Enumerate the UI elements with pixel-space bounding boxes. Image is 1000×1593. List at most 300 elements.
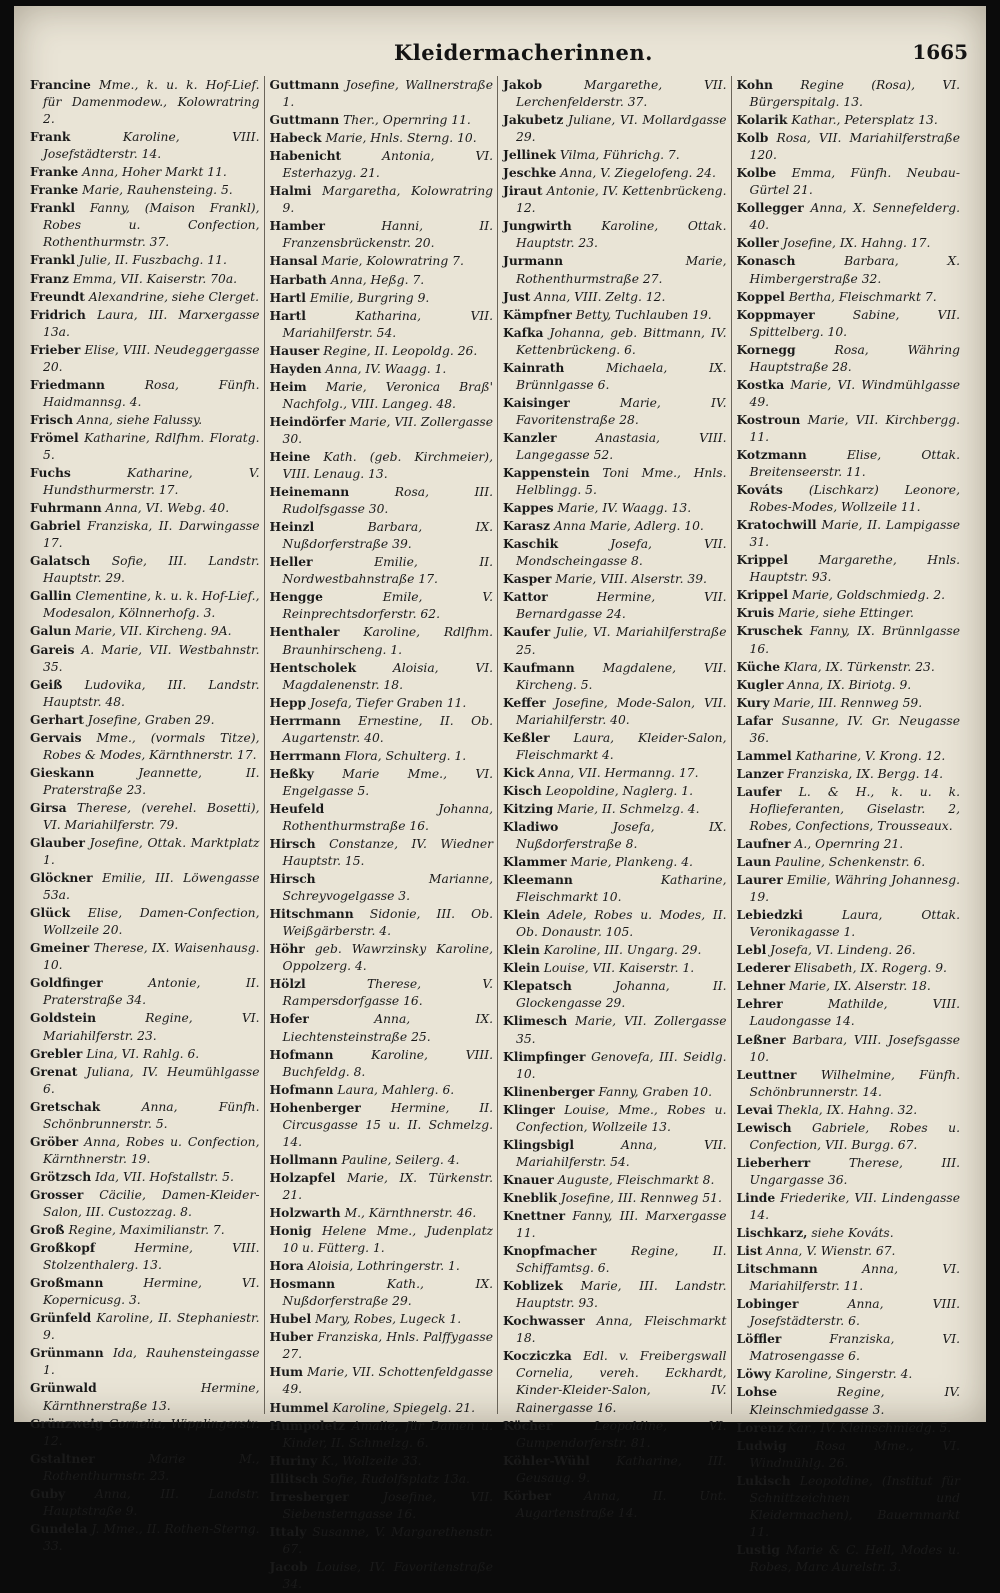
- entry-detail: Marie, VII. Zollergasse 30.: [282, 414, 493, 446]
- directory-entry: [503, 359, 727, 394]
- entry-name: Huber: [269, 1329, 313, 1345]
- entry-name: Lebiedzki: [736, 907, 803, 923]
- directory-entry: [503, 1312, 727, 1347]
- entry-detail: Rosa Mme., VI. Windmühlg. 26.: [749, 1438, 960, 1470]
- entry-name: Hepp: [269, 694, 307, 710]
- entry-name: Gundela: [30, 1520, 88, 1536]
- entry-name: Glück: [30, 905, 71, 921]
- entry-detail: Elise, VIII. Neudeggergasse 20.: [43, 342, 260, 374]
- entry-detail: Vilma, Führichg. 7.: [559, 148, 680, 163]
- entry-detail: Jeannette, II. Praterstraße 23.: [43, 765, 260, 797]
- entry-detail: Anna, siehe Falussy.: [76, 412, 203, 427]
- entry-name: Keßler: [503, 729, 550, 745]
- directory-entry: [503, 570, 727, 588]
- entry-detail: Flora, Schulterg. 1.: [344, 748, 467, 763]
- entry-detail: Ida, VII. Hofstallstr. 5.: [95, 1169, 234, 1184]
- directory-entry: [270, 588, 494, 623]
- entry-detail: Johanna, II. Glockengasse 29.: [516, 979, 727, 1011]
- entry-name: Frieber: [30, 341, 81, 357]
- entry-detail: Elise, Damen-Confection, Wollzeile 20.: [43, 906, 260, 938]
- entry-detail: Fanny, Graben 10.: [598, 1084, 713, 1099]
- entry-name: Klinger: [503, 1101, 555, 1117]
- directory-entry: [737, 1383, 961, 1418]
- entry-name: Krippel: [736, 587, 789, 603]
- entry-detail: Margarethe, VII. Lerchenfelderstr. 37.: [516, 78, 727, 110]
- entry-name: Lukisch: [736, 1472, 791, 1488]
- entry-name: Gerhart: [30, 711, 84, 727]
- directory-entry: [270, 1046, 494, 1081]
- entry-detail: Laura, Ottak. Veronikagasse 1.: [749, 908, 960, 940]
- directory-entry: [270, 1470, 494, 1488]
- directory-entry: [270, 694, 494, 712]
- directory-entry: [737, 622, 961, 657]
- directory-entry: [270, 712, 494, 747]
- entry-name: Goldfinger: [30, 975, 103, 991]
- entry-name: Hartl: [269, 307, 306, 323]
- directory-columns: [30, 76, 964, 1591]
- directory-entry: [737, 341, 961, 376]
- directory-entry: [503, 464, 727, 499]
- directory-entry: [270, 360, 494, 378]
- directory-entry: [503, 1136, 727, 1171]
- entry-detail: Gabriele, Robes u. Confection, VII. Burgg. 67.: [749, 1120, 960, 1152]
- directory-entry: [503, 729, 727, 764]
- entry-detail: Anna, Fleischmarkt 18.: [516, 1314, 727, 1346]
- entry-detail: Therese, (verehel. Bosetti), VI. Mariahilferstr. 79.: [43, 800, 260, 832]
- directory-entry: [503, 871, 727, 906]
- entry-name: Kaufer: [503, 624, 551, 640]
- section-title: Kleidermacherinnen.: [394, 40, 653, 65]
- entry-detail: Alexandrine, siehe Clerget.: [88, 289, 260, 304]
- directory-entry: [30, 163, 260, 181]
- entry-name: Geiß: [30, 676, 63, 692]
- entry-name: Hubel: [269, 1311, 312, 1327]
- entry-name: Groß: [30, 1222, 65, 1238]
- entry-detail: Emilie, III. Löwengasse 53a.: [43, 871, 260, 903]
- entry-detail: Pauline, Schenkenstr. 6.: [774, 855, 926, 870]
- directory-entry: [503, 1347, 727, 1416]
- entry-name: Jiraut: [503, 183, 543, 199]
- entry-name: Kratochwill: [736, 517, 817, 533]
- entry-detail: Marie, siehe Ettinger.: [778, 606, 914, 621]
- entry-detail: Kathar., Petersplatz 13.: [791, 113, 938, 128]
- directory-entry: [270, 518, 494, 553]
- entry-detail: Aloisia, VI. Magdalenenstr. 18.: [282, 660, 493, 692]
- entry-name: Kappes: [503, 500, 554, 516]
- entry-name: Franz: [30, 270, 69, 286]
- entry-name: Klimesch: [503, 1013, 568, 1029]
- entry-name: Jellinek: [503, 147, 556, 163]
- directory-entry: [30, 1450, 260, 1485]
- directory-entry: [503, 764, 727, 782]
- entry-detail: Fanny, (Maison Frankl), Robes u. Confection, Rothenthurmstr. 37.: [43, 201, 260, 250]
- entry-detail: Sofie, III. Landstr. Hauptstr. 29.: [43, 554, 260, 586]
- entry-name: Kolarik: [736, 112, 788, 128]
- directory-entry: [30, 869, 260, 904]
- entry-detail: Josefine, III. Rennweg 51.: [560, 1190, 722, 1205]
- entry-name: Lehner: [736, 978, 786, 994]
- directory-entry: [30, 128, 260, 163]
- entry-name: Hirsch: [269, 836, 316, 852]
- entry-name: Hentscholek: [269, 659, 357, 675]
- entry-name: Kitzing: [503, 800, 554, 816]
- entry-name: Karasz: [503, 518, 551, 534]
- entry-name: Lorenz: [736, 1419, 784, 1435]
- directory-entry: [737, 959, 961, 977]
- directory-entry: [270, 307, 494, 342]
- directory-entry: [30, 199, 260, 251]
- entry-name: Kostroun: [736, 411, 801, 427]
- entry-detail: Mme., (vormals Titze), Robes & Modes, Kärnthnerstr. 17.: [43, 730, 260, 762]
- entry-detail: Josefa, VI. Lindeng. 26.: [770, 943, 916, 958]
- entry-detail: Kath., IX. Nußdorferstraße 29.: [282, 1277, 493, 1309]
- entry-detail: Mathilde, VIII. Laudongasse 14.: [749, 997, 960, 1029]
- entry-detail: Josefa, VII. Mondscheingasse 8.: [516, 537, 727, 569]
- directory-entry: [270, 147, 494, 182]
- entry-name: Holzapfel: [269, 1169, 336, 1185]
- entry-name: Kafka: [503, 324, 544, 340]
- entry-name: Franke: [30, 182, 79, 198]
- directory-entry: [737, 712, 961, 747]
- entry-detail: Sofie, Rudolfsplatz 13a.: [322, 1471, 470, 1486]
- entry-detail: Mme., k. u. k. Hof-Lief. für Damenmodew., Kolowratring 2.: [43, 78, 260, 127]
- directory-entry: [270, 553, 494, 588]
- entry-name: Frisch: [30, 411, 74, 427]
- entry-detail: Josefa, IX. Nußdorferstraße 8.: [516, 819, 727, 852]
- entry-name: Kolbe: [736, 165, 777, 181]
- directory-entry: [30, 429, 260, 464]
- entry-name: Klimpfinger: [503, 1048, 586, 1064]
- entry-detail: Hermine, VII. Bernardgasse 24.: [516, 590, 727, 622]
- directory-entry: [503, 394, 727, 429]
- directory-page: [14, 6, 986, 1591]
- directory-entry: [503, 146, 727, 164]
- entry-detail: Regine, IV. Kleinschmiedgasse 3.: [749, 1385, 960, 1417]
- directory-entry: [503, 588, 727, 623]
- entry-name: Gabriel: [30, 518, 81, 534]
- entry-name: Gieskann: [30, 764, 95, 780]
- entry-name: Kasper: [503, 571, 552, 587]
- entry-name: Kornegg: [736, 341, 796, 357]
- entry-name: Gervais: [30, 729, 82, 745]
- entry-name: Lobinger: [736, 1296, 799, 1312]
- directory-entry: [737, 1437, 961, 1472]
- directory-entry: [503, 906, 727, 941]
- entry-detail: Regine, II. Leopoldg. 26.: [323, 343, 478, 358]
- entry-detail: siehe Kováts.: [811, 1226, 894, 1241]
- entry-name: Grebler: [30, 1045, 83, 1061]
- directory-entry: [737, 516, 961, 551]
- entry-detail: Karoline, III. Ungarg. 29.: [543, 943, 702, 958]
- directory-entry: [737, 1260, 961, 1295]
- entry-name: Klein: [503, 960, 540, 976]
- entry-detail: Karoline, Singerstr. 4.: [775, 1367, 913, 1382]
- entry-name: Lustig: [736, 1541, 780, 1557]
- entry-detail: Leopoldine, (Institut für Schnittzeichnen und Kleidermachen), Bauernmarkt 11.: [749, 1473, 960, 1539]
- entry-detail: Anna, V. Ziegelofeng. 24.: [560, 166, 716, 181]
- directory-entry: [270, 217, 494, 252]
- directory-entry: [30, 76, 260, 128]
- entry-detail: Magdalene, VII. Kircheng. 5.: [516, 660, 727, 692]
- entry-detail: Marie, II. Schmelzg. 4.: [557, 801, 700, 816]
- entry-name: Jacob: [269, 1558, 308, 1574]
- directory-entry: [30, 464, 260, 499]
- directory-entry: [270, 129, 494, 147]
- entry-detail: Ludovika, III. Landstr. Hauptstr. 48.: [43, 677, 260, 709]
- entry-detail: Louise, Mme., Robes u. Confection, Wollzeile 13.: [516, 1102, 727, 1134]
- entry-detail: Elise, Ottak. Breitenseerstr. 11.: [749, 447, 960, 480]
- directory-entry: [737, 765, 961, 783]
- entry-name: Gröber: [30, 1133, 79, 1149]
- directory-entry: [270, 448, 494, 483]
- directory-entry: [737, 199, 961, 234]
- entry-name: Lederer: [736, 960, 791, 976]
- directory-entry: [270, 659, 494, 694]
- directory-entry: [30, 729, 260, 764]
- entry-name: Laurer: [736, 872, 783, 888]
- entry-detail: Julie, VI. Mariahilferstraße 25.: [516, 625, 727, 657]
- directory-entry: [503, 1452, 727, 1487]
- entry-name: Koller: [736, 235, 779, 251]
- entry-name: Gallin: [30, 588, 72, 604]
- entry-name: Heinzl: [269, 519, 315, 535]
- entry-name: Goldstein: [30, 1010, 97, 1026]
- directory-entry: [503, 429, 727, 464]
- entry-detail: Marie, II. Lampigasse 31.: [749, 518, 960, 550]
- directory-entry: [503, 694, 727, 729]
- entry-detail: Karoline, Rdlfhm. Braunhirscheng. 1.: [282, 625, 493, 657]
- entry-name: Gmeiner: [30, 940, 90, 956]
- entry-detail: Josefine, Ottak. Marktplatz 1.: [43, 836, 260, 868]
- directory-entry: [503, 1242, 727, 1277]
- entry-name: Girsa: [30, 799, 67, 815]
- directory-entry: [737, 1189, 961, 1224]
- entry-detail: Johanna, Rothenthurmstraße 16.: [282, 801, 493, 833]
- entry-detail: Leopoldine, Naglerg. 1.: [545, 783, 693, 798]
- entry-detail: Katharine, V. Krong. 12.: [795, 748, 946, 763]
- entry-detail: Mary, Robes, Lugeck 1.: [315, 1312, 462, 1327]
- entry-name: Kaschik: [503, 536, 559, 552]
- entry-name: Großmann: [30, 1275, 104, 1291]
- entry-detail: Anna Marie, Adlerg. 10.: [553, 519, 704, 534]
- entry-name: Hofmann: [269, 1046, 334, 1062]
- entry-name: Kugler: [736, 676, 784, 692]
- directory-entry: [737, 1472, 961, 1541]
- directory-entry: [270, 623, 494, 658]
- directory-entry: [737, 871, 961, 906]
- entry-detail: Klara, IX. Türkenstr. 23.: [784, 659, 935, 674]
- entry-detail: Katharina, VII. Mariahilferstr. 54.: [282, 308, 493, 340]
- directory-entry: [270, 252, 494, 270]
- entry-name: Klepatsch: [503, 978, 572, 994]
- entry-name: Löwy: [736, 1366, 772, 1382]
- entry-detail: Anna, VI. Mariahilferstr. 11.: [749, 1262, 960, 1294]
- directory-entry: [503, 659, 727, 694]
- entry-detail: Emilie, Währing Johannesg. 19.: [749, 873, 960, 905]
- directory-entry: [270, 1488, 494, 1523]
- entry-detail: Marie, VII. Kircheng. 9A.: [74, 624, 232, 639]
- directory-entry: [503, 977, 727, 1012]
- entry-name: Galatsch: [30, 553, 91, 569]
- entry-detail: Marie, VII. Zollergasse 35.: [516, 1014, 727, 1046]
- directory-entry: [737, 1119, 961, 1154]
- entry-name: Habeck: [269, 130, 322, 146]
- entry-name: Jakubetz: [503, 112, 564, 128]
- entry-name: Hofer: [269, 1011, 309, 1027]
- entry-name: Kostka: [736, 376, 785, 392]
- directory-entry: [737, 694, 961, 712]
- entry-detail: Regine, VI. Mariahilferstr. 23.: [43, 1011, 260, 1043]
- entry-detail: Anna, VI. Webg. 40.: [105, 501, 230, 516]
- entry-detail: L. & H., k. u. k. Hoflieferanten, Giselastr. 2, Robes, Confections, Trousseaux.: [749, 784, 960, 833]
- entry-detail: Marie, VII. Schottenfeldgasse 49.: [282, 1365, 493, 1397]
- entry-name: Kocziczka: [503, 1348, 572, 1364]
- entry-name: Laun: [736, 854, 771, 870]
- entry-detail: Clementine, k. u. k. Hof-Lief., Modesalon, Kölnnerhofg. 3.: [43, 589, 260, 621]
- directory-entry: [503, 1277, 727, 1312]
- entry-detail: A. Marie, VII. Westbahnstr. 35.: [43, 642, 260, 674]
- entry-name: Litschmann: [736, 1261, 818, 1277]
- directory-entry: [30, 1379, 260, 1414]
- entry-detail: Cornelia, Wipplingerstr. 12.: [43, 1416, 260, 1448]
- entry-detail: Genovefa, III. Seidlg. 10.: [516, 1049, 727, 1081]
- entry-name: Heinemann: [269, 484, 350, 500]
- entry-detail: Josefine, VII. Siebensterngasse 16.: [282, 1489, 493, 1521]
- directory-entry: [737, 1101, 961, 1119]
- entry-name: Jakob: [503, 77, 543, 92]
- entry-detail: Emilie, II. Nordwestbahnstraße 17.: [282, 555, 493, 587]
- directory-entry: [503, 623, 727, 658]
- entry-detail: Regine, Maximilianstr. 7.: [68, 1223, 225, 1238]
- entry-detail: Juliane, VI. Mollardgasse 29.: [516, 113, 727, 145]
- entry-name: Lanzer: [736, 765, 784, 781]
- entry-name: Freundt: [30, 288, 85, 304]
- directory-entry: [737, 1154, 961, 1189]
- directory-entry: [737, 995, 961, 1030]
- directory-entry: [30, 1063, 260, 1098]
- entry-detail: Anna, IX. Biriotg. 9.: [787, 677, 912, 692]
- entry-detail: Karoline, II. Stephaniestr. 9.: [43, 1311, 260, 1343]
- entry-name: Guttmann: [269, 112, 340, 128]
- directory-entry: [270, 1363, 494, 1398]
- directory-entry: [30, 1415, 260, 1450]
- entry-detail: Helene Mme., Judenplatz 10 u. Fütterg. 1.: [282, 1224, 493, 1256]
- entry-detail: geb. Wawrzinsky Karoline, Oppolzerg. 4.: [282, 942, 493, 974]
- directory-entry: [737, 1242, 961, 1260]
- directory-entry: [503, 76, 727, 111]
- entry-detail: Therese, III. Ungargasse 36.: [749, 1155, 960, 1187]
- directory-entry: [503, 1487, 727, 1522]
- entry-detail: Marie, Hnls. Sterng. 10.: [325, 131, 477, 146]
- entry-name: Ittaly: [269, 1523, 307, 1539]
- entry-name: Kollegger: [736, 200, 804, 216]
- entry-detail: Barbara, X. Himbergerstraße 32.: [749, 254, 960, 286]
- directory-entry: [270, 765, 494, 800]
- entry-detail: Therese, V. Rampersdorfgasse 16.: [282, 977, 493, 1009]
- directory-entry: [737, 1031, 961, 1066]
- entry-detail: Antonie, IV. Kettenbrückeng. 12.: [516, 184, 727, 216]
- entry-name: Hengge: [269, 589, 323, 605]
- entry-detail: Laura, III. Marxergasse 13a.: [43, 307, 260, 339]
- entry-detail: Marianne, Schreyvogelgasse 3.: [282, 872, 493, 904]
- directory-entry: [737, 164, 961, 199]
- entry-detail: Emile, V. Reinprechtsdorferstr. 62.: [282, 590, 493, 622]
- directory-entry: [30, 1485, 260, 1520]
- directory-entry: [270, 1275, 494, 1310]
- directory-entry: [503, 1101, 727, 1136]
- directory-entry: [737, 1224, 961, 1242]
- directory-entry: [270, 835, 494, 870]
- entry-name: Leßner: [736, 1031, 786, 1047]
- entry-detail: Katharine, III. Geusaug. 9.: [516, 1453, 727, 1485]
- entry-name: Honig: [269, 1223, 312, 1239]
- entry-name: Knopfmacher: [503, 1243, 597, 1259]
- entry-detail: Rosa, Fünfh. Haidmannsg. 4.: [43, 377, 260, 409]
- directory-entry: [503, 818, 727, 853]
- entry-detail: Anna, III. Landstr. Hauptstraße 9.: [43, 1486, 260, 1518]
- entry-name: Jeschke: [503, 165, 557, 181]
- entry-detail: Marie, Rauhensteing. 5.: [82, 183, 233, 198]
- entry-detail: Marie, IV. Waagg. 13.: [557, 501, 692, 516]
- directory-entry: [503, 217, 727, 252]
- entry-detail: Franziska, IX. Bergg. 14.: [787, 766, 943, 781]
- page-header: [14, 6, 986, 70]
- entry-name: Harbath: [269, 271, 327, 287]
- entry-name: Grenat: [30, 1063, 78, 1079]
- entry-detail: Edl. v. Freibergswall Cornelia, vereh. Eckhardt, Kinder-Kleider-Salon, IV. Rainergasse 16.: [516, 1349, 727, 1415]
- directory-entry: [270, 1399, 494, 1417]
- entry-detail: Anna, IV. Waagg. 1.: [325, 361, 447, 376]
- entry-name: Grünfeld: [30, 1310, 92, 1326]
- directory-entry: [270, 111, 494, 129]
- entry-detail: Katharine, Rdlfhm. Floratg. 5.: [43, 430, 260, 462]
- entry-detail: Hermine, VI. Kopernicusg. 3.: [43, 1276, 260, 1308]
- page-number: 1665: [912, 40, 968, 64]
- entry-detail: Anna, VII. Mariahilferstr. 54.: [516, 1137, 727, 1169]
- entry-name: Hitschmann: [269, 906, 354, 922]
- directory-entry: [30, 904, 260, 939]
- entry-detail: Toni Mme., Hnls. Helblingg. 5.: [516, 466, 727, 498]
- directory-entry: [737, 551, 961, 586]
- directory-entry: [737, 1419, 961, 1437]
- entry-name: Fuchs: [30, 465, 71, 481]
- entry-name: Guby: [30, 1485, 66, 1501]
- entry-name: Ludwig: [736, 1437, 787, 1453]
- entry-detail: Regine, II. Schiffamtsg. 6.: [516, 1244, 727, 1276]
- directory-entry: [503, 164, 727, 182]
- entry-name: Herrmann: [269, 712, 341, 728]
- entry-detail: Josefine, Mode-Salon, VII. Mariahilferstr. 40.: [516, 695, 727, 727]
- directory-entry: [270, 342, 494, 360]
- entry-detail: Anna, II. Unt. Augartenstraße 14.: [516, 1488, 727, 1520]
- entry-name: Hofmann: [269, 1081, 334, 1097]
- directory-entry: [30, 1344, 260, 1379]
- entry-detail: Marie, VIII. Alserstr. 39.: [555, 572, 707, 587]
- entry-name: Grünmann: [30, 1345, 104, 1361]
- entry-name: Heßky: [269, 765, 314, 781]
- directory-entry: [270, 378, 494, 413]
- directory-entry: [270, 413, 494, 448]
- directory-entry: [503, 800, 727, 818]
- entry-name: Kleemann: [503, 872, 573, 888]
- directory-entry: [270, 975, 494, 1010]
- entry-name: Laufner: [736, 836, 791, 852]
- entry-detail: Sidonie, III. Ob. Weißgärberstr. 4.: [282, 907, 493, 939]
- entry-name: Frankl: [30, 252, 76, 268]
- entry-name: Frank: [30, 129, 71, 145]
- entry-name: Kick: [503, 764, 535, 780]
- entry-name: Hauser: [269, 342, 320, 358]
